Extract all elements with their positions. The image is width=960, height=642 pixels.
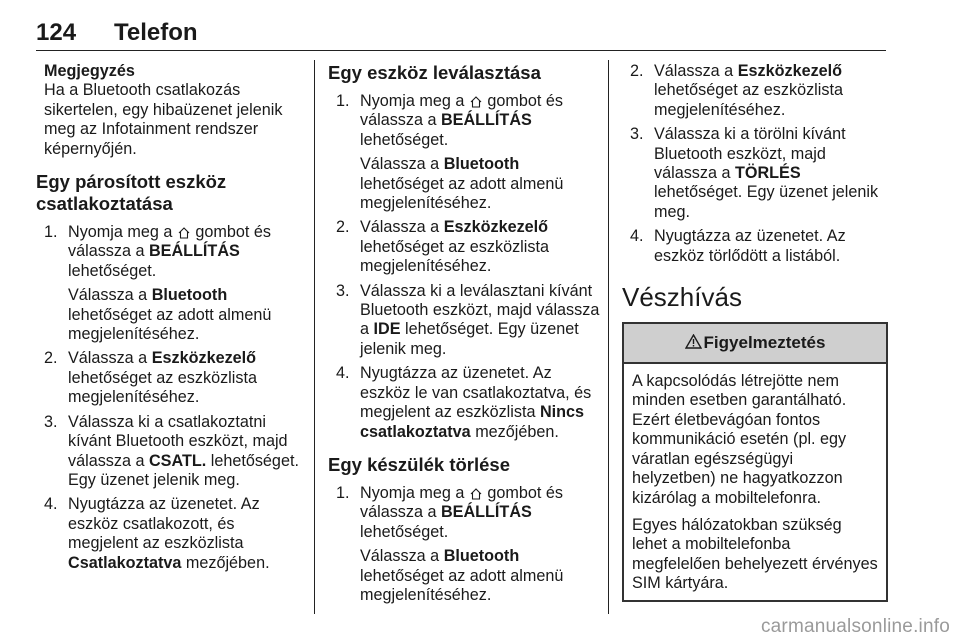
page-header <box>36 19 886 51</box>
warning-body <box>624 364 886 599</box>
column-divider <box>608 60 609 614</box>
column-3 <box>622 62 888 602</box>
list-item: 4. Nyugtázza az üzenetet. Az eszköz törlődött a listából. <box>630 227 846 265</box>
list-item: 4. Nyugtázza az üzenetet. Az eszköz le van csatlakoztatva, és megjelent az eszközlista Nincs csatlakoztatva mezőjében. <box>336 364 592 441</box>
note-title: Megjegyzés <box>44 62 135 80</box>
list-item: 3. Válassza ki a leválasztani kívánt Bluetooth eszközt, majd válassza a IDE lehetőséget. Egy üzenet jelenik meg. <box>336 281 600 358</box>
section-heading-delete: Egy készülék törlése <box>328 453 511 475</box>
column-divider <box>314 60 315 614</box>
list-item: 4. Nyugtázza az üzenetet. Az eszköz csatlakozott, és megjelent az eszközlista Csatlakoztatva mezőjében. <box>44 495 270 572</box>
list-item: 2. Válassza a Eszközkezelő lehetőséget az eszközlista megjelenítéséhez. <box>336 218 549 276</box>
list-item: 3. Válassza ki a törölni kívánt Bluetooth eszközt, majd válassza a TÖRLÉS lehetőséget. Egy üzenet jelenik meg. <box>630 125 879 221</box>
column-2 <box>328 62 600 605</box>
note-text: Ha a Bluetooth csatlakozás sikertelen, egy hibaüzenet jelenik meg az Infotainment rendszer képernyőjén. <box>44 81 283 158</box>
warning-paragraph: Egyes hálózatokban szükség lehet a mobiltelefonba megfelelően behelyezett érvényes SIM kártyára. <box>632 515 878 593</box>
steps-delete <box>336 484 600 605</box>
home-icon <box>470 95 482 108</box>
list-item: 3. Válassza ki a csatlakoztatni kívánt Bluetooth eszközt, majd válassza a CSATL. lehetőséget. Egy üzenet jelenik meg. <box>44 412 299 489</box>
list-item: 1. Nyomja meg a gombot és válassza a BEÁLLÍTÁS lehetőséget. Válassza a Bluetooth lehetőséget az adott almenü megjelenítéséhez. <box>336 484 600 605</box>
steps-connect <box>44 223 302 573</box>
warning-paragraph: A kapcsolódás létrejötte nem minden esetben garantálható. Ezért életbevágóan fontos kommunikáció esetén (pl. egy váratlan egészségügyi helyzetben) ne hagyatkozzon kizárólag a mobiltelefonra. <box>632 372 847 507</box>
list-item: 1. Nyomja meg a gombot és válassza a BEÁLLÍTÁS lehetőséget. Válassza a Bluetooth lehetőséget az adott almenü megjelenítéséhez. <box>336 92 600 213</box>
steps-disconnect <box>336 92 600 442</box>
home-icon <box>470 487 482 500</box>
page-number: 124 <box>36 19 77 46</box>
warning-box <box>622 322 888 601</box>
warning-triangle-icon <box>685 334 702 349</box>
watermark: carmanualsonline.info <box>760 616 950 637</box>
section-heading-emergency: Vészhívás <box>622 282 742 313</box>
chapter-title: Telefon <box>114 19 198 46</box>
steps-delete-continued <box>630 62 888 266</box>
section-heading-disconnect: Egy eszköz leválasztása <box>328 62 541 83</box>
section-heading-connect: Egy párosított eszköz csatlakoztatása <box>36 171 227 215</box>
column-1 <box>36 62 302 573</box>
sub-step: Válassza a Bluetooth lehetőséget az adott almenü megjelenítéséhez. <box>360 155 564 213</box>
warning-header <box>624 324 886 364</box>
sub-step: Válassza a Bluetooth lehetőséget az adott almenü megjelenítéséhez. <box>360 547 564 604</box>
list-item: 2. Válassza a Eszközkezelő lehetőséget az eszközlista megjelenítéséhez. <box>630 62 843 119</box>
home-icon <box>178 226 190 239</box>
warning-title: Figyelmeztetés <box>703 333 826 353</box>
sub-step: Válassza a Bluetooth lehetőséget az adott almenü megjelenítéséhez. <box>68 286 272 344</box>
list-item: 1. Nyomja meg a gombot és válassza a BEÁLLÍTÁS lehetőséget. Válassza a Bluetooth lehetőséget az adott almenü megjelenítéséhez. <box>44 223 302 344</box>
list-item: 2. Válassza a Eszközkezelő lehetőséget az eszközlista megjelenítéséhez. <box>44 349 257 407</box>
